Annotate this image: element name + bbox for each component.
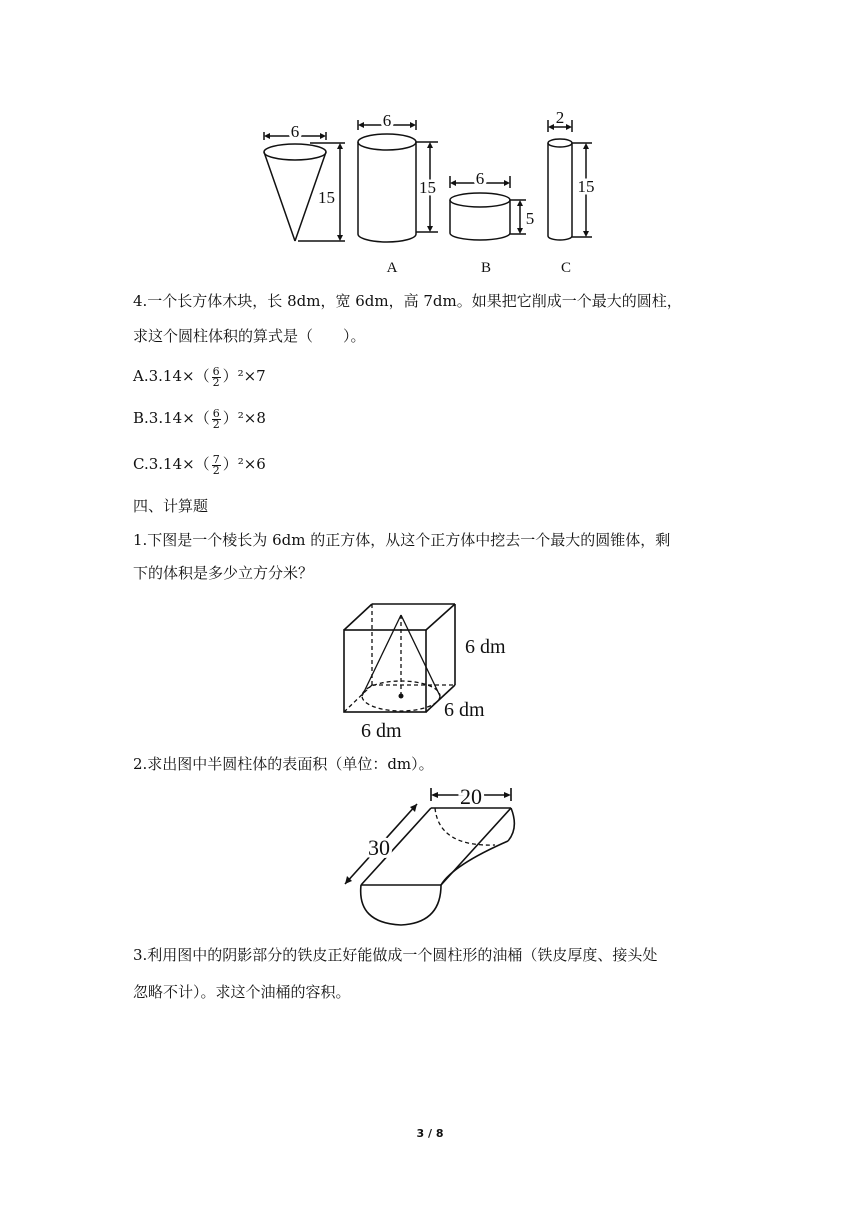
option-prefix: C.3.14×（ — [133, 455, 210, 473]
cylinder-a-diameter-label: 6 — [382, 111, 392, 130]
option-suffix: ）²×7 — [222, 367, 266, 385]
half-cylinder-length-label: 30 — [368, 835, 390, 860]
option-prefix: A.3.14×（ — [133, 367, 210, 385]
label-c: C — [560, 260, 572, 276]
cylinder-c-diameter-label: 2 — [555, 108, 565, 127]
q4-line2: 求这个圆柱体积的算式是（ ）。 — [133, 327, 366, 345]
cylinder-b-height-label: 5 — [525, 209, 535, 228]
q4-option-c — [133, 454, 266, 476]
cube-depth-label: 6 dm — [444, 699, 485, 721]
c3-line2: 忽略不计）。求这个油桶的容积。 — [133, 983, 351, 1001]
fraction-numerator: 6 — [212, 364, 220, 378]
cube-cone-figure — [335, 595, 525, 745]
q4-option-b — [133, 408, 266, 430]
fraction-denominator: 2 — [212, 463, 220, 477]
q4-line1: 4.一个长方体木块，长 8dm，宽 6dm，高 7dm。如果把它削成一个最大的圆柱， — [133, 292, 682, 310]
cylinder-b-shape — [450, 176, 526, 240]
half-cylinder-figure — [335, 783, 525, 933]
fraction-numerator: 6 — [212, 406, 220, 420]
cone-diameter-label: 6 — [290, 122, 300, 141]
cylinder-c-height-label: 15 — [577, 177, 595, 196]
half-cylinder-width-label: 20 — [460, 784, 482, 809]
option-suffix: ）²×6 — [222, 455, 266, 473]
section-title: 四、计算题 — [133, 497, 209, 515]
option-prefix: B.3.14×（ — [133, 409, 210, 427]
option-suffix: ）²×8 — [222, 409, 266, 427]
fraction — [212, 406, 221, 431]
fraction — [212, 364, 221, 389]
cylinder-a-height-label: 15 — [419, 178, 436, 197]
fraction — [212, 452, 221, 477]
label-b: B — [480, 260, 492, 276]
c1-line2: 下的体积是多少立方分米？ — [133, 564, 314, 582]
cube-width-label: 6 dm — [361, 720, 402, 742]
q4-option-a — [133, 366, 266, 388]
fraction-numerator: 7 — [212, 452, 220, 466]
solids-figure — [250, 108, 610, 278]
label-a: A — [386, 260, 398, 276]
cube-height-label: 6 dm — [465, 636, 506, 658]
cylinder-b-diameter-label: 6 — [475, 169, 485, 188]
cone-shape — [264, 132, 345, 241]
fraction-denominator: 2 — [212, 375, 220, 389]
page-number: 3 / 8 — [416, 1127, 444, 1140]
fraction-denominator: 2 — [212, 417, 220, 431]
cone-height-label: 15 — [318, 188, 335, 207]
c3-line1: 3.利用图中的阴影部分的铁皮正好能做成一个圆柱形的油桶（铁皮厚度、接头处 — [133, 946, 658, 964]
c1-line1: 1.下图是一个棱长为 6dm 的正方体，从这个正方体中挖去一个最大的圆锥体，剩 — [133, 531, 671, 549]
c2-line1: 2.求出图中半圆柱体的表面积（单位：dm）。 — [133, 755, 434, 773]
